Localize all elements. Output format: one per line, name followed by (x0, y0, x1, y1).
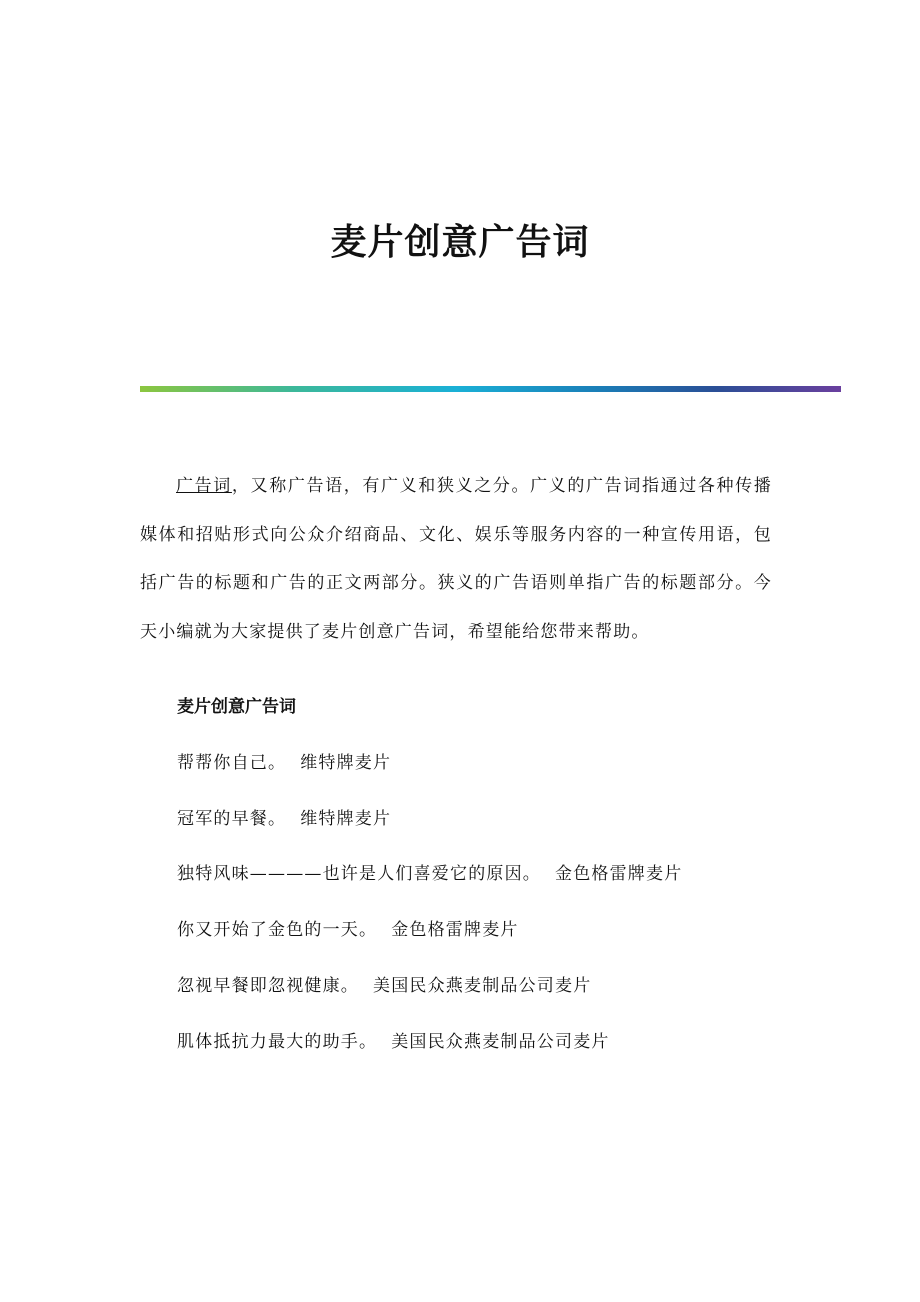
gradient-divider (140, 386, 841, 392)
intro-paragraph (140, 462, 772, 656)
document-body (140, 462, 772, 1071)
slogan-brand: 维特牌麦片 (300, 752, 392, 773)
document-title: 麦片创意广告词 (330, 221, 590, 263)
slogan-text: 肌体抵抗力最大的助手。 (177, 1031, 378, 1052)
ad-words-link[interactable]: 广告词 (176, 476, 232, 496)
slogan-line (140, 736, 772, 792)
slogan-text: 冠军的早餐。 (177, 808, 287, 829)
section-heading: 麦片创意广告词 (177, 697, 296, 717)
slogan-line (140, 847, 772, 903)
slogan-brand: 美国民众燕麦制品公司麦片 (391, 1031, 610, 1052)
intro-text: ，又称广告语，有广义和狭义之分。广义的广告词指通过各种传播媒体和招贴形式向公众介绍商品、文化、娱乐等服务内容的一种宣传用语，包括广告的标题和广告的正文两部分。狭义的广告语则单指广告的标题部分。今天小编就为大家提供了麦片创意广告词，希望能给您带来帮助。 (140, 476, 772, 642)
slogan-text: 忽视早餐即忽视健康。 (177, 975, 359, 996)
slogan-text: 你又开始了金色的一天。 (177, 920, 378, 941)
slogan-line (140, 959, 772, 1015)
slogan-line (140, 792, 772, 848)
slogan-line (140, 903, 772, 959)
slogan-line (140, 1015, 772, 1071)
slogan-brand: 金色格雷牌麦片 (391, 920, 519, 941)
slogan-brand: 金色格雷牌麦片 (555, 864, 683, 885)
slogan-brand: 维特牌麦片 (300, 808, 392, 829)
slogan-text: 帮帮你自己。 (177, 752, 287, 773)
slogan-text: 独特风味————也许是人们喜爱它的原因。 (177, 864, 541, 885)
slogan-brand: 美国民众燕麦制品公司麦片 (373, 975, 592, 996)
